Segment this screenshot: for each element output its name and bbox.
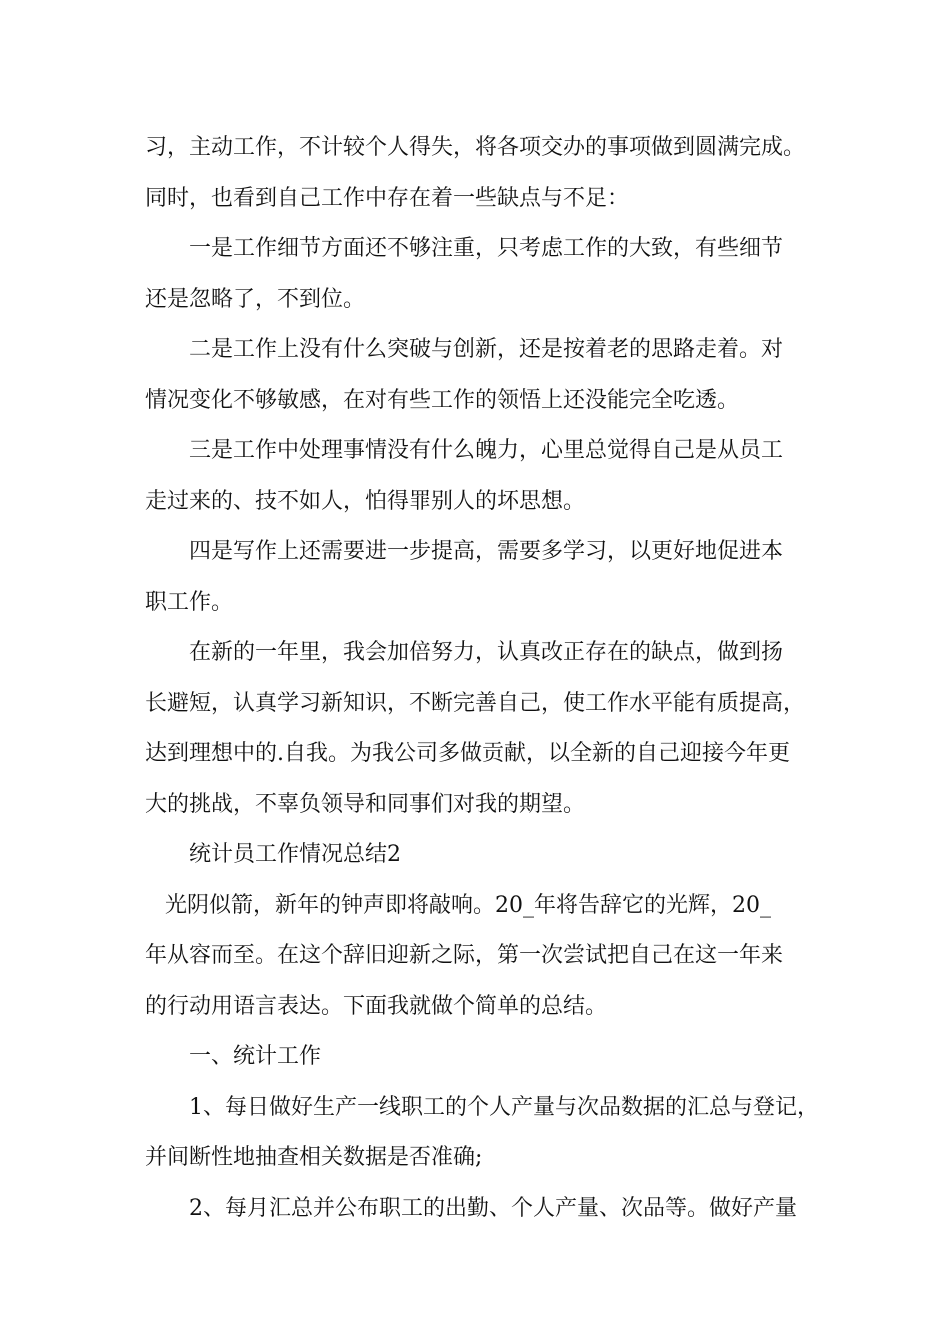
text-line: 职工作。: [145, 589, 234, 615]
text-line: 同时，也看到自己工作中存在着一些缺点与不足：: [145, 185, 630, 211]
text-line: 年从容而至。在这个辞旧迎新之际，第一次尝试把自己在这一年来: [145, 943, 784, 968]
section-heading: 一、统计工作: [189, 1044, 322, 1069]
text-line: 大的挑战，不辜负领导和同事们对我的期望。: [145, 791, 586, 817]
text-line: 的行动用语言表达。下面我就做个简单的总结。: [145, 993, 608, 1019]
text-line: 长避短，认真学习新知识，不断完善自己，使工作水平能有质提高，: [145, 690, 806, 716]
text-line: 情况变化不够敏感，在对有些工作的领悟上还没能完全吃透。: [145, 387, 740, 413]
text-line: 光阴似箭，新年的钟声即将敲响。20_年将告辞它的光辉，20_: [165, 892, 771, 918]
text-line: 还是忽略了，不到位。: [145, 286, 366, 312]
text-line: 四是写作上还需要进一步提高，需要多学习，以更好地促进本: [189, 539, 784, 564]
text-line: 一是工作细节方面还不够注重，只考虑工作的大致，有些细节: [189, 236, 784, 261]
section-heading: 统计员工作情况总结2: [189, 842, 401, 867]
text-line: 三是工作中处理事情没有什么魄力，心里总觉得自己是从员工: [189, 438, 784, 463]
text-line: 达到理想中的.自我。为我公司多做贡献，以全新的自己迎接今年更: [145, 741, 790, 766]
text-line: 习，主动工作，不计较个人得失，将各项交办的事项做到圆满完成。: [145, 135, 806, 160]
document-body: [145, 123, 835, 1234]
text-line: 1、每日做好生产一线职工的个人产量与次品数据的汇总与登记，: [189, 1094, 819, 1120]
text-line: 并间断性地抽查相关数据是否准确;: [145, 1145, 483, 1170]
text-line: 走过来的、技不如人，怕得罪别人的坏思想。: [145, 488, 586, 514]
text-line: 二是工作上没有什么突破与创新，还是按着老的思路走着。对: [189, 337, 784, 362]
text-line: 在新的一年里，我会加倍努力，认真改正存在的缺点，做到扬: [189, 640, 784, 665]
text-line: 2、每月汇总并公布职工的出勤、个人产量、次品等。做好产量: [189, 1195, 797, 1221]
